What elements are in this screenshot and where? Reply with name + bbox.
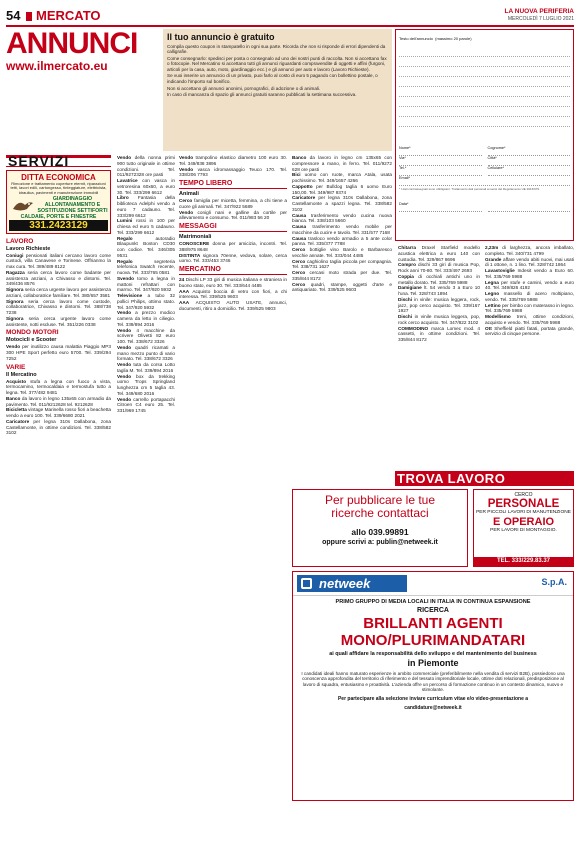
classified-ad: CONOSCERE donna per amicizia, incontri. Tel. 388/975 8648 xyxy=(179,241,287,252)
classified-ad: Bicicletta vintage Marinella rosso fiori a beachetta vendo a euro 100. Tel. 339/6680 2021 xyxy=(6,407,112,419)
classified-ad: Cerco cercasi moto strada per due. Tel. 335/844 8172 xyxy=(292,270,392,281)
netweek-responsibility: ai quali affidare la responsabilità dello sviluppo e del mantenimento del business xyxy=(329,651,537,657)
classified-ad: Ragazza seria cerca lavoro come badante per assistenza anziani, a Chivasso e dintorni. Tel. 349/436 8576 xyxy=(6,269,111,287)
messaggi-heading: MESSAGGI xyxy=(179,223,287,232)
classified-ad: 24 Dischi LP 33 giri di musica italiana e straniera in buono stato, euro 30. Tel. 333/644 4485 xyxy=(179,277,287,288)
name-field[interactable]: Nome* xyxy=(399,146,482,156)
classified-ad: Vendo vasca idromassaggio Teuco 170. Tel. 338/206 7793 xyxy=(179,166,287,178)
classified-ad: Legna per stufe e camini, vendo a euro 40. Tel. 349/826 4192 xyxy=(485,279,574,291)
classified-ad: Televisione a tubo 32 pollici Philips, ottimo stato. Tel. 347/920 5932 xyxy=(117,293,175,310)
animali-subheading: Animali xyxy=(179,191,199,197)
classified-ad: Compro dischi 33 giri di musica Pop, Rock anni 70-80. Tel. 333/497 2693 xyxy=(398,262,480,273)
annunci-url[interactable]: www.ilmercato.eu xyxy=(6,59,108,73)
classified-ad: Legno massello di acero moltipiano, vendo. Tel. 335/769 5988 xyxy=(485,291,574,302)
classified-ad: Bici uomo con ruote, marca Atala, usata pochissimo. Tel. 349/1657 4266 xyxy=(292,172,392,183)
netweek-logo-text: netweek xyxy=(319,576,371,591)
bird-icon xyxy=(11,197,35,213)
lavoro-heading: LAVORO xyxy=(6,237,34,245)
classified-ad: Regalo segreteria telefonica Swatch recente, nuova. Tel. 333/765 0581 xyxy=(117,258,175,275)
cerco-phone[interactable]: TEL. 333/229.83.37 xyxy=(474,557,573,566)
classified-ad: Acquisto stufa a legna con fuoco a vista, termocamino, termocaldaia e termostufa tutto a legna. Tel. 377/482 9481 xyxy=(6,378,111,396)
tempo-libero-heading: TEMPO LIBERO xyxy=(179,180,287,189)
classified-ad: Cerco famiglia per micetta, femmina, a chi tiene a cuore gli animali. Tel. 347/922 5689 xyxy=(179,198,287,209)
netweek-spa: S.p.A. xyxy=(541,577,567,587)
issue-date: MERCOLEDÌ 7 LUGLIO 2021 xyxy=(507,16,574,22)
classified-ad: Banco da lavoro in legno 135x65 con armadio da pavimento. Tel. 011/9212628 tel. 9212628 xyxy=(6,395,111,407)
form-title-text: Testo dell'annuncio xyxy=(399,36,433,41)
publish-phone[interactable]: allo 039.99891 xyxy=(351,527,409,537)
free-ad-paragraph: Se vuoi inserire un annuncio di un privato, puoi farlo al costo di euro 5 pagando con bollettino postale, o indicando l'importo sul bonifico. xyxy=(167,73,378,84)
form-note: * I dati contrassegnati sono obbligatori. Trattamento dati personali ai sensi del Regolamento UE 2016/679. xyxy=(399,187,540,191)
cerco-personale-ad xyxy=(473,489,574,567)
ditta-name: DITTA ECONOMICA xyxy=(21,172,96,182)
classified-ad: Vendo della nonna primi 900 tutto originale in ottime condizioni. Tel. 011/9272328 ore pasti xyxy=(117,155,175,178)
varie-heading: VARIE xyxy=(6,363,26,371)
netweek-job-ad xyxy=(292,571,574,801)
free-ad-paragraph: Come consegnarlo: spedisci per posta o consegnalo ad uno dei nostri punti di raccolta. Non si accettano fax o fotocopie. Nel Mercatino si accettano tutti gli annunci riguardanti compravendite di oggetti e affini (furgoni, articoli per la casa, auto, moto, giardinaggio ecc.) e gli annunci per auto e lavoro (Lavoro Richieste). xyxy=(167,56,387,72)
classified-ad: Lavastoviglie Indesit vendo a Euro 60. Tel. 335/769 5988 xyxy=(485,268,574,279)
netweek-header xyxy=(293,572,573,596)
classified-ad: Signora seria cerca lavoro come custode, collaboratrice, Chivasso e dintorni. Tel. 388/738 7238 xyxy=(6,298,111,316)
classified-ad: Vendo quadri ricamati a mano mezzo punto di vario formato. Tel. 338/672 3326 xyxy=(117,344,175,362)
classified-ad: Libro Fantasia della biblioteca Adelphi vendo a euro 7 cadauno. Tel. 333/299 6612 xyxy=(117,195,175,218)
section-marker xyxy=(26,12,32,21)
classified-ad: Vendo conigli nani e galline da cortile per allevamento e consumo. Tel. 011/983 56 20 xyxy=(179,209,287,221)
form-subtitle: (massimo 20 parole) xyxy=(435,36,472,41)
cerco-label: CERCO xyxy=(514,492,533,498)
classified-ad: Modellismo treni, ottime condizioni, acquisto e vendo. Tel. 335/769 5988 xyxy=(485,314,574,325)
classified-ad: Damigiane lt. 54 vendo 3 a Euro 10 l'una. Tel. 328/743 1894 xyxy=(398,285,480,296)
publish-email[interactable]: oppure scrivi a: publin@netweek.it xyxy=(322,539,438,546)
publish-line-2: ricerche contattaci xyxy=(331,506,429,520)
mercatino-heading: MERCATINO xyxy=(179,266,287,275)
classified-ad: Ott Sheffield piatti fatati, portata grande, servizio di cinque persone. xyxy=(485,325,574,337)
street-field[interactable]: Via* xyxy=(399,156,482,166)
ditta-economica-ad xyxy=(6,170,111,234)
manutenzione-text: PER PICCOLI LAVORI DI MANUTENZIONE xyxy=(476,510,571,515)
classified-ad: Cerco caghiolino taglia piccola per compagnia. Tel. 338/731 1627 xyxy=(292,258,392,270)
netweek-logo-icon xyxy=(301,578,312,589)
classified-ad: Cerco bottiglie vino Barolo e Barbaresco vecchie annate. Tel. 333/044 4485 xyxy=(292,247,392,258)
montaggio-text: PER LAVORI DI MONTAGGIO. xyxy=(490,527,557,533)
netweek-logo xyxy=(297,575,407,592)
mercatino-subheading: Il Mercatino xyxy=(6,371,37,378)
matrimoniali-subheading: Matrimoniali xyxy=(179,234,212,240)
classified-ad: Vendo 4 macchine da scrivere Olivetti 82 euro 100. Tel. 338/672 3326 xyxy=(117,327,175,344)
netweek-region: in Piemonte xyxy=(407,657,459,668)
ditta-phone: 331.2423129 xyxy=(9,220,108,231)
classified-ad: DISTINTA signora 70enne, vedova, solare, cerca uomo. Tel. 333/453 3746 xyxy=(179,252,287,264)
classified-ad: Causa trasferimento vendo cucina nuova bianca. Tel. 338/103 5660 xyxy=(292,212,392,224)
netweek-description: I candidati ideali hanno maturato esperienze in ambito commerciale (preferibilmente nella vendita di servizi B2B), possiedono una conoscenza approfondita del territorio di riferimento e del tessuto imprenditoriale locale, ottime doti relazionali, predisposizione al lavoro di squadra, entusiasmo e proattività. L'azienda offre un percorso di formazione continuo in un contesto dinamico, nuovo e stimolante. xyxy=(301,670,565,693)
classified-ad: AAA ACQUISTO AUTO USATE, annunci, documenti, ritiro a domicilio. Tel. 339/525 9803 xyxy=(179,300,287,311)
netweek-apply-email[interactable]: candidature@netweek.it xyxy=(404,705,462,712)
classified-ad: COMMODINO marca Lomec mod. 4 cassetti, in ottime condizioni. Tel. 335/844 8172 xyxy=(398,325,480,342)
publish-contact-box xyxy=(292,489,468,567)
classified-ad: Chitarra Draxel Starfield modello acustica elettrica a euro 140 con custodia. Tel. 329/867 8696 xyxy=(398,245,480,262)
annunci-title: ANNUNCI xyxy=(6,27,138,60)
form-title xyxy=(399,33,570,42)
free-ad-paragraph: Non si accettano gli annunci anonimi, pornografici, di adozione o di animali. xyxy=(167,85,321,91)
netweek-body xyxy=(293,596,573,714)
operaio-label: E OPERAIO xyxy=(492,515,555,528)
free-ad-paragraph: In caso di mancanza di spazio gli annunci gratuiti saranno pubblicati la settimana successiva. xyxy=(167,92,357,98)
classified-column-6 xyxy=(485,245,574,337)
surname-field[interactable]: Cognome* xyxy=(488,146,571,156)
date-field[interactable]: Data* xyxy=(399,202,482,212)
classified-column-2 xyxy=(117,155,175,414)
classified-ad: Vendo a prezzo modico camera da letto in ciliegio. Tel. 339/894 2016 xyxy=(117,310,175,327)
servizi-column xyxy=(6,155,111,436)
free-ad-paragraph: Compila questo coupon in stampatello in ogni sua parte. Ricorda che non si risponde di errori dipendenti da calligrafie. xyxy=(167,44,386,55)
ad-coupon-form xyxy=(395,29,574,241)
netweek-apply-text: Per partecipare alla selezione inviare curriculum vitae e/o video-presentazione a xyxy=(337,695,529,702)
section-title: MERCATO xyxy=(36,8,101,23)
publish-line-1: Per pubblicare le tue xyxy=(324,493,436,507)
classified-ad: Banco da lavoro in legno cm 135x65 con compressore a mano, in ferro. Tel. 011/9272 628 ore pasti xyxy=(292,155,392,172)
ad-text-lines[interactable] xyxy=(399,47,570,127)
form-fields xyxy=(399,146,570,212)
classified-ad: Causa trasloco vendo armadio a 5 ante color panna. Tel. 335/377 7788 xyxy=(292,235,392,247)
free-ad-title: Il tuo annuncio è gratuito xyxy=(167,32,275,42)
classified-column-3 xyxy=(179,155,287,312)
classified-ad: Cerco quadri, stampe, oggetti d'arte e antiquariato. Tel. 339/525 9603 xyxy=(292,281,392,293)
annunci-masthead xyxy=(6,29,158,73)
netweek-role-1: BRILLANTI AGENTI xyxy=(363,615,503,632)
personale-label: PERSONALE xyxy=(487,498,560,510)
page-header xyxy=(6,8,574,24)
classified-ad: Caricatore per legna 310s Dallabona, zona Castellamonte a spazzi legna. Tel. 338/582 3102 xyxy=(292,195,392,212)
classified-ad: Vendo tuta da corsa Lotto taglia M. Tel. 339/894 2016 xyxy=(117,362,175,373)
free-ad-info-box xyxy=(163,29,392,151)
classified-ad: Lumini rossi in 100 per chiesa ed euro 5 cadauno. Tel. 333/299 6612 xyxy=(117,218,175,235)
netweek-ricerca: RICERCA xyxy=(417,607,449,614)
classified-ad: Vendo box da trekking uomo Trops Springland lunghezza cm 5 taglia 43. Tel. 349/680 2016 xyxy=(117,373,175,396)
classified-ad: Coppia di occhiali antichi uno in metallo dorato. Tel. 335/769 5988 xyxy=(398,273,480,285)
netweek-tagline: PRIMO GRUPPO DI MEDIA LOCALI IN ITALIA IN CONTINUA ESPANSIONE xyxy=(335,599,531,605)
classified-ad: Signora seria cerca urgente lavoro come assistente, notti escluse. Tel. 351/226 0338 xyxy=(6,315,111,327)
classified-ad: Caricatore per legna 310s Dallabona, zona Castellamonte, in ottime condizioni. Tel. 338/582 3102 xyxy=(6,418,111,436)
trova-lavoro-banner: TROVA LAVORO xyxy=(395,471,574,486)
classified-ad: Svendo tomo a legna in mattoni refrattari con marmo. Tel. 347/920 5932 xyxy=(117,275,175,293)
classified-ad: Cappotto per Bulldog taglia 6 uomo Euro 150,00. Tel. 349/987 9374 xyxy=(292,183,392,195)
classified-ad: Coniugi pensionati italiani cercano lavoro come custodi, villa Canavese e Torinese. Offrianmo la max cura. Tel. 389/489 8122 xyxy=(6,252,111,270)
classified-ad: Vendo per inutilizzo causa malattia Piaggio MP3 300 HPE Sport perfetto euro 5700. Tel. 339/294 7252 xyxy=(6,344,111,361)
classified-ad: AAA Acquisto boccia di vetro con fiori, a chi interessa. Tel. 339/525 9603 xyxy=(179,288,287,300)
city-field[interactable]: Città* xyxy=(488,156,571,166)
ditta-description: Rimozione e trattamento coperture eternit, riparazioni tetti, lavori edili, cartongesso, tinteggiature, elettricista, idraulica, pavimenti e manutenzione immobili xyxy=(10,180,107,195)
classified-ad: Vendo carrello portapacchi Citroen C4 euro 25. Tel. 331/969 1745 xyxy=(117,396,175,413)
mobile-field[interactable]: Cellulare* xyxy=(488,166,571,176)
classified-ad: Vendo trampolino elastico diametro 100 euro 30. Tel. 349/838 3896 xyxy=(179,155,287,166)
classified-ad: Causa trasferimento vendo mobile per macchine da cucire e tavolo. Tel. 331/577 7168 xyxy=(292,224,392,235)
classified-ad: 2,23m di larghezza, ancora imballato, completo. Tel. 340/731 4799 xyxy=(485,245,574,256)
netweek-role-2: MONO/PLURIMANDATARI xyxy=(340,632,526,649)
classified-column-4 xyxy=(292,155,392,293)
signature-field[interactable] xyxy=(488,202,571,212)
classified-ad: Grande affare vendo abiti nuovi, mai usati di 1 ottone, n. 1 lino. Tel. 328/742 1864 xyxy=(485,256,574,268)
classified-ad: Dischi in vinile: musica leggera, rock, jazz, pop cerco acquisto. Tel. 339/167 1927 xyxy=(398,296,480,314)
page-number: 54 xyxy=(6,8,21,23)
ditta-garden: GIARDINAGGIO ALLONTANAMENTO E SOSTITUZIONE SETTIFORTI CALDAIE, PORTE E FINESTRE xyxy=(20,195,108,220)
classified-column-5 xyxy=(398,245,480,343)
classified-ad: Signora seria cerca urgente lavoro per assistenza anziani, collaboratrice familiare. Tel. 380/657 3581 xyxy=(6,287,111,298)
paper-name: LA NUOVA PERIFERIA xyxy=(504,8,574,15)
servizi-heading: SERVIZI xyxy=(6,155,111,167)
moto-subheading: Motocicli e Scooter xyxy=(6,337,57,344)
classified-ad: Lavatrice con vasca in vetroresina 60x60, a euro 30. Tel. 333/299 6612 xyxy=(117,178,175,195)
mondo-motori-heading: MONDO MOTORI xyxy=(6,329,59,337)
classified-ad: Lettino per bimbo con materasso in legno. Tel. 335/769 5988 xyxy=(485,302,574,314)
phone-field[interactable]: Tel.* xyxy=(399,166,482,176)
classified-ad: Dischi in vinile musica leggera, pop, rock cerco acquisto. Tel. 347/822 3102 xyxy=(398,314,480,325)
email-field[interactable]: Email* xyxy=(399,176,570,186)
lavoro-subheading: Lavoro Richieste xyxy=(6,245,51,252)
classified-ad: Regalo autoradio Blaupunkt Boston CD30 con codice. Tel. 346/305 9531 xyxy=(117,235,175,258)
